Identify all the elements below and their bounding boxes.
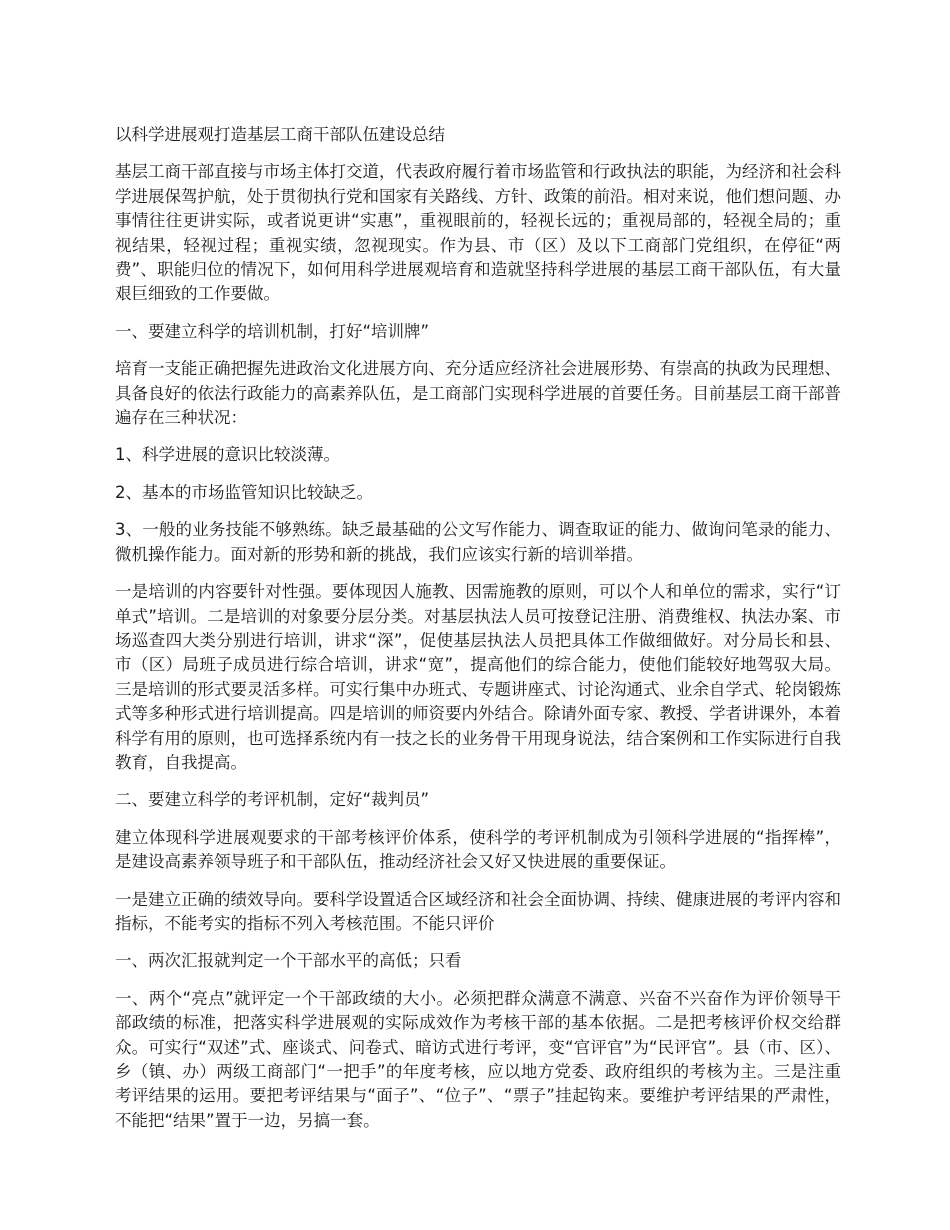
paragraph-training-goal: 培育一支能正确把握先进政治文化进展方向、充分适应经济社会进展形势、有崇高的执政为民理想、具备良好的依法行政能力的高素养队伍，是工商部门实现科学进展的首要任务。目前基层工商干部普遍存在三种状况： [115, 359, 841, 428]
document-page [115, 123, 841, 1146]
paragraph-intro: 基层工商干部直接与市场主体打交道，代表政府履行着市场监管和行政执法的职能，为经济和社会科学进展保驾护航，处于贯彻执行党和国家有关路线、方针、政策的前沿。相对来说，他们想问题、办事情往往更讲实际，或者说更讲“实惠”，重视眼前的，轻视长远的；重视局部的，轻视全局的；重视结果，轻视过程；重视实绩，忽视现实。作为县、市（区）及以下工商部门党组织，在停征“两费”、职能归位的情况下，如何用科学进展观培育和造就坚持科学进展的基层工商干部队伍，有大量艰巨细致的工作要做。 [115, 162, 841, 304]
paragraph-evaluation-measures: 一、两个“亮点”就评定一个干部政绩的大小。必须把群众满意不满意、兴奋不兴奋作为评价领导干部政绩的标准，把落实科学进展观的实际成效作为考核干部的基本依据。二是把考核评价权交给群众。可实行“双述”式、座谈式、问卷式、暗访式进行考评，变“官评官”为“民评官”。县（市、区）、乡（镇、办）两级工商部门“一把手”的年度考核，应以地方党委、政府组织的考核为主。三是注重考评结果的运用。要把考评结果与“面子”、“位子”、“票子”挂起钩来。要维护考评结果的严肃性，不能把“结果”置于一边，另搞一套。 [115, 988, 841, 1130]
section-heading-training: 一、要建立科学的培训机制，打好“培训牌” [115, 321, 430, 341]
document-title: 以科学进展观打造基层工商干部队伍建设总结 [115, 125, 445, 144]
paragraph-evaluation-system: 建立体现科学进展观要求的干部考核评价体系，使科学的考评机制成为引领科学进展的“指挥棒”，是建设高素养领导班子和干部队伍，推动经济社会又好又快进展的重要保证。 [115, 827, 841, 872]
paragraph-report-judgement: 一、两次汇报就判定一个干部水平的高低；只看 [115, 951, 462, 971]
list-item-1: 1、科学进展的意识比较淡薄。 [115, 445, 340, 465]
paragraph-performance-orientation: 一是建立正确的绩效导向。要科学设置适合区域经济和社会全面协调、持续、健康进展的考评内容和指标，不能考实的指标不列入考核范围。不能只评价 [115, 889, 841, 933]
paragraph-training-measures: 一是培训的内容要针对性强。要体现因人施教、因需施教的原则，可以个人和单位的需求，实行“订单式”培训。二是培训的对象要分层分类。对基层执法人员可按登记注册、消费维权、执法办案、市场巡查四大类分别进行培训，讲求“深”，促使基层执法人员把具体工作做细做好。对分局长和县、市（区）局班子成员进行综合培训，讲求“宽”，提高他们的综合能力，使他们能较好地驾驭大局。三是培训的形式要灵活多样。可实行集中办班式、专题讲座式、讨论沟通式、业余自学式、轮岗锻炼式等多种形式进行培训提高。四是培训的师资要内外结合。除请外面专家、教授、学者讲课外，本着科学有用的原则，也可选择系统内有一技之长的业务骨干用现身说法，结合案例和工作实际进行自我教育，自我提高。 [115, 582, 841, 772]
list-item-2: 2、基本的市场监管知识比较缺乏。 [115, 482, 373, 502]
section-heading-evaluation: 二、要建立科学的考评机制，定好“裁判员” [115, 790, 430, 810]
list-item-3: 3、一般的业务技能不够熟练。缺乏最基础的公文写作能力、调查取证的能力、做询问笔录的能力、微机操作能力。面对新的形势和新的挑战，我们应该实行新的培训举措。 [115, 520, 841, 564]
